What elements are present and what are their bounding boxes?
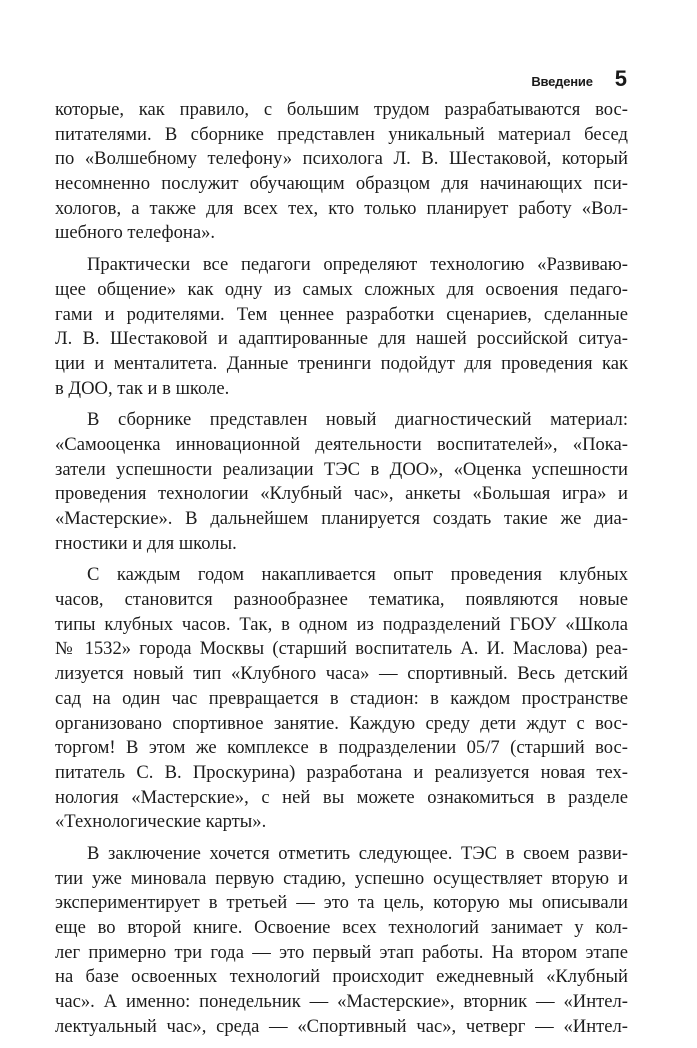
- text-line: питатель С. В. Проскурина) разработана и реализуется новая тех-: [55, 761, 628, 783]
- paragraph: [55, 408, 628, 556]
- text-line: «Самооценка инновационной деятельности воспитателей», «Пока-: [55, 433, 628, 455]
- text-line: ции и менталитета. Данные тренинги подойдут для проведения как: [55, 352, 628, 374]
- text-line: лег примерно три года — это первый этап работы. На втором этапе: [55, 941, 628, 963]
- text-line: питателями. В сборнике представлен уникальный материал бесед: [55, 123, 628, 145]
- text-line: щее общение» как одну из самых сложных для освоения педаго-: [55, 278, 628, 300]
- text-line: тии уже миновала первую стадию, успешно осуществляет вторую и: [55, 867, 628, 889]
- text-line: Л. В. Шестаковой и адаптированные для нашей российской ситуа-: [55, 328, 628, 350]
- paragraph: [55, 98, 628, 246]
- running-head: [531, 66, 627, 92]
- page-number: 5: [614, 66, 627, 91]
- text-line: час». А именно: понедельник — «Мастерские», вторник — «Интел-: [55, 991, 628, 1013]
- text-line: проведения технологии «Клубный час», анкеты «Большая игра» и: [55, 483, 628, 505]
- text-line: несомненно послужит обучающим образцом для начинающих пси-: [55, 173, 628, 195]
- text-line: лектуальный час», среда — «Спортивный час», четверг — «Интел-: [55, 1015, 628, 1037]
- text-line: часов, становится разнообразнее тематика, появляются новые: [55, 589, 628, 611]
- text-line: которые, как правило, с большим трудом разрабатываются вос-: [55, 99, 628, 120]
- text-line: по «Волшебному телефону» психолога Л. В. Шестаковой, который: [55, 148, 628, 170]
- text-line: еще во второй книге. Освоение всех технологий занимает у кол-: [55, 917, 628, 938]
- text-line: «Мастерские». В дальнейшем планируется создать такие же диа-: [55, 508, 628, 529]
- text-line: типы клубных часов. Так, в одном из подразделений ГБОУ «Школа: [55, 613, 628, 635]
- text-line: В сборнике представлен новый диагностический материал:: [87, 409, 628, 431]
- paragraph: [55, 842, 628, 1040]
- text-line: экспериментирует в третьей — это та цель, которую мы описывали: [55, 892, 628, 914]
- text-line: шебного телефона».: [55, 222, 216, 244]
- text-line: гами и родителями. Тем ценнее разработки сценариев, сделанные: [55, 303, 628, 325]
- text-line: гностики и для школы.: [55, 532, 237, 554]
- text-line: организовано спортивное занятие. Каждую среду дети ждут с вос-: [55, 712, 628, 734]
- text-line: в ДОО, так и в школе.: [55, 377, 230, 399]
- text-line: лизуется новый тип «Клубного часа» — спортивный. Весь детский: [55, 663, 628, 685]
- text-line: торгом! В этом же комплексе в подразделении 05/7 (старший вос-: [55, 737, 628, 759]
- text-line: № 1532» города Москвы (старший воспитатель А. И. Маслова) реа-: [55, 638, 628, 660]
- text-line: на базе освоенных технологий происходит ежедневный «Клубный: [55, 966, 628, 988]
- body-text: [55, 98, 628, 1046]
- text-line: С каждым годом накапливается опыт проведения клубных: [87, 564, 628, 586]
- text-line: затели успешности реализации ТЭС в ДОО», «Оценка успешности: [55, 458, 628, 480]
- text-line: «Технологические карты».: [55, 811, 267, 833]
- text-line: Практически все педагоги определяют технологию «Развиваю-: [87, 254, 628, 276]
- paragraph: [55, 253, 628, 401]
- paragraph: [55, 563, 628, 835]
- text-line: сад на один час превращается в стадион: в каждом пространстве: [55, 687, 628, 709]
- text-line: В заключение хочется отметить следующее. ТЭС в своем разви-: [87, 842, 628, 864]
- text-line: нология «Мастерские», с ней вы можете ознакомиться в разделе: [55, 786, 628, 808]
- text-line: хологов, а также для всех тех, кто только планирует работу «Вол-: [55, 197, 628, 219]
- section-title: Введение: [531, 74, 593, 89]
